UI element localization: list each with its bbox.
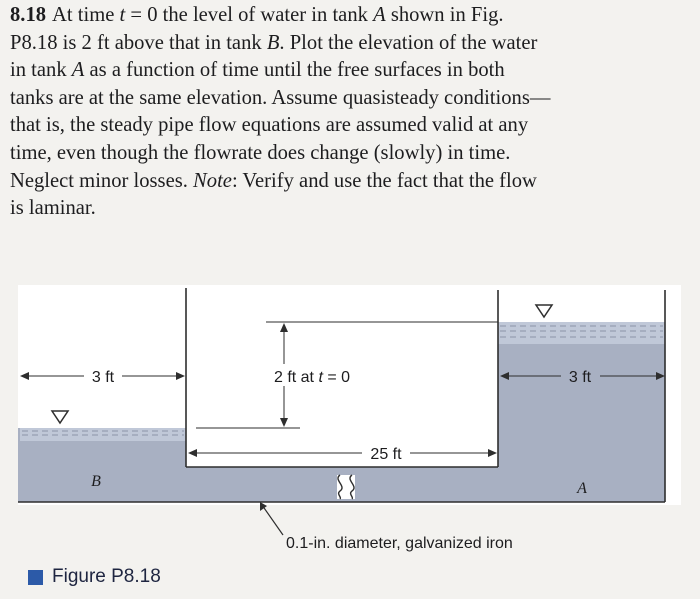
- tank-a-surface-band: [498, 322, 665, 344]
- tank-b-label: B: [91, 473, 101, 490]
- problem-number: 8.18: [10, 4, 47, 26]
- problem-line: that is, the steady pipe flow equations are assumed valid at any: [10, 114, 529, 137]
- problem-line: tanks are at the same elevation. Assume quasisteady conditions—: [10, 86, 551, 109]
- problem-line: time, even though the flowrate does change (slowly) in time.: [10, 141, 511, 164]
- problem-line: in tank A as a function of time until the free surfaces in both: [10, 59, 505, 82]
- problem-line: is laminar.: [10, 197, 96, 220]
- pipe-leader-line: [262, 505, 283, 535]
- tank-a-label: A: [577, 480, 587, 497]
- problem-line: Neglect minor losses. Note: Verify and use the fact that the flow: [10, 169, 537, 192]
- figure-caption-text: Figure P8.18: [52, 566, 161, 587]
- pipe-length-label: 25 ft: [370, 446, 402, 463]
- pipe-description-label: 0.1-in. diameter, galvanized iron: [286, 535, 513, 552]
- height-diff-label: 2 ft at t = 0: [273, 369, 351, 386]
- problem-line: P8.18 is 2 ft above that in tank B. Plot the elevation of the water: [10, 31, 538, 54]
- figure-caption: [28, 566, 161, 588]
- left-width-label: 3 ft: [91, 369, 115, 386]
- problem-line: 8.18 At time t = 0 the level of water in tank A shown in Fig.: [10, 4, 504, 26]
- right-width-label: 3 ft: [568, 369, 592, 386]
- caption-square-icon: [28, 570, 43, 585]
- pipe-break-symbol: [337, 475, 355, 499]
